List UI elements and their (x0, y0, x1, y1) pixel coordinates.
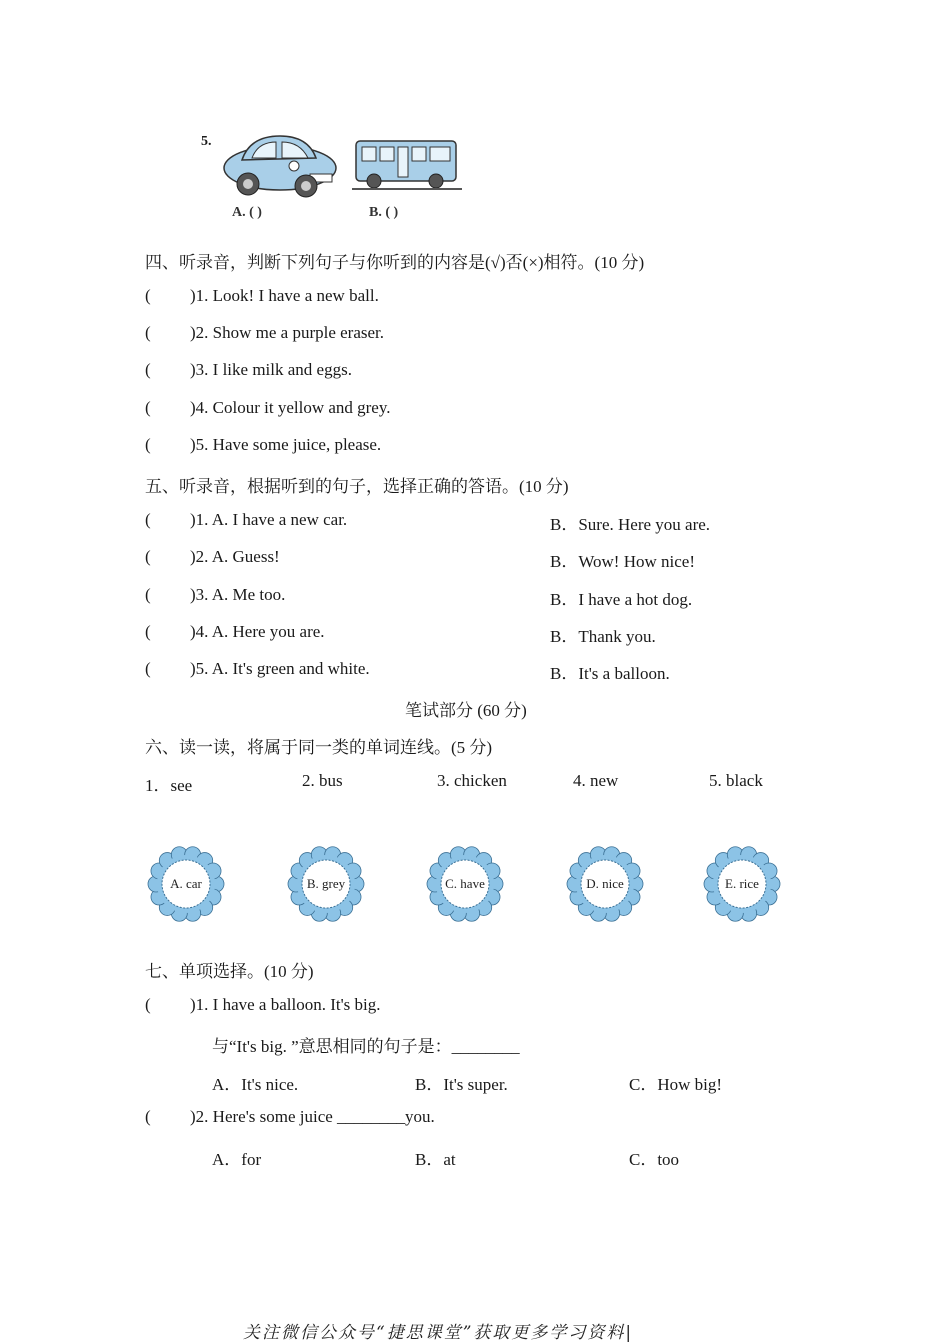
section4-item: ( )2. Show me a purple eraser. (145, 323, 385, 342)
flower-label: D. nice (586, 876, 624, 891)
flower-label: C. have (445, 876, 485, 891)
flower-label: E. rice (725, 876, 759, 891)
section7-subquestion: 与“It's big. ”意思相同的句子是：________ (212, 1037, 520, 1056)
section6-title: 六、读一读，将属于同一类的单词连线。(5 分) (145, 738, 493, 757)
written-part-heading: 笔试部分 (60 分) (405, 701, 527, 720)
section5-option-b: B．It's a balloon. (550, 664, 670, 683)
bus-picture (352, 135, 462, 193)
match-word: 1．see (145, 776, 193, 795)
flower-label: B. grey (306, 876, 346, 891)
flower-badge (425, 844, 505, 924)
flower-badge (565, 844, 645, 924)
section5-option-b: B．Sure. Here you are. (550, 515, 711, 534)
section7-option-a: A．It's nice. (212, 1075, 299, 1094)
footer-note: 关注微信公众号“捷思课堂”获取更多学习资料| (243, 1323, 634, 1343)
section5-option-b: B．Wow! How nice! (550, 552, 695, 571)
section4-item: ( )4. Colour it yellow and grey. (145, 398, 391, 417)
section5-item: ( )4. A. Here you are. (145, 622, 325, 641)
flower-badge (702, 844, 782, 924)
flower-badge (146, 844, 226, 924)
match-word: 5. black (709, 771, 763, 790)
section7-option-b: B．at (415, 1150, 456, 1169)
picture-item-number: 5. (201, 134, 212, 149)
picture-option-b: B. ( ) (369, 205, 399, 220)
section5-item: ( )1. A. I have a new car. (145, 510, 348, 529)
flower-label: A. car (170, 876, 202, 891)
section5-option-b: B．I have a hot dog. (550, 590, 693, 609)
section7-option-a: A．for (212, 1150, 262, 1169)
picture-option-a: A. ( ) (232, 205, 262, 220)
section5-item: ( )2. A. Guess! (145, 547, 280, 566)
section5-title: 五、听录音，根据听到的句子，选择正确的答语。(10 分) (145, 477, 569, 496)
section7-option-c: C．How big! (629, 1075, 723, 1094)
section7-option-c: C．too (629, 1150, 680, 1169)
section5-option-b: B．Thank you. (550, 627, 656, 646)
section7-question: ( )2. Here's some juice ________you. (145, 1107, 435, 1126)
car-picture (220, 130, 340, 202)
flower-badge (286, 844, 366, 924)
match-word: 4. new (573, 771, 619, 790)
section7-question: ( )1. I have a balloon. It's big. (145, 995, 381, 1014)
section4-item: ( )1. Look! I have a new ball. (145, 286, 379, 305)
match-word: 2. bus (302, 771, 343, 790)
section4-title: 四、听录音，判断下列句子与你听到的内容是(√)否(×)相符。(10 分) (145, 253, 645, 272)
section4-item: ( )3. I like milk and eggs. (145, 360, 352, 379)
section7-title: 七、单项选择。(10 分) (145, 962, 314, 981)
match-word: 3. chicken (437, 771, 507, 790)
section4-item: ( )5. Have some juice, please. (145, 435, 382, 454)
section5-item: ( )3. A. Me too. (145, 585, 286, 604)
section7-option-b: B．It's super. (415, 1075, 508, 1094)
section5-item: ( )5. A. It's green and white. (145, 659, 370, 678)
